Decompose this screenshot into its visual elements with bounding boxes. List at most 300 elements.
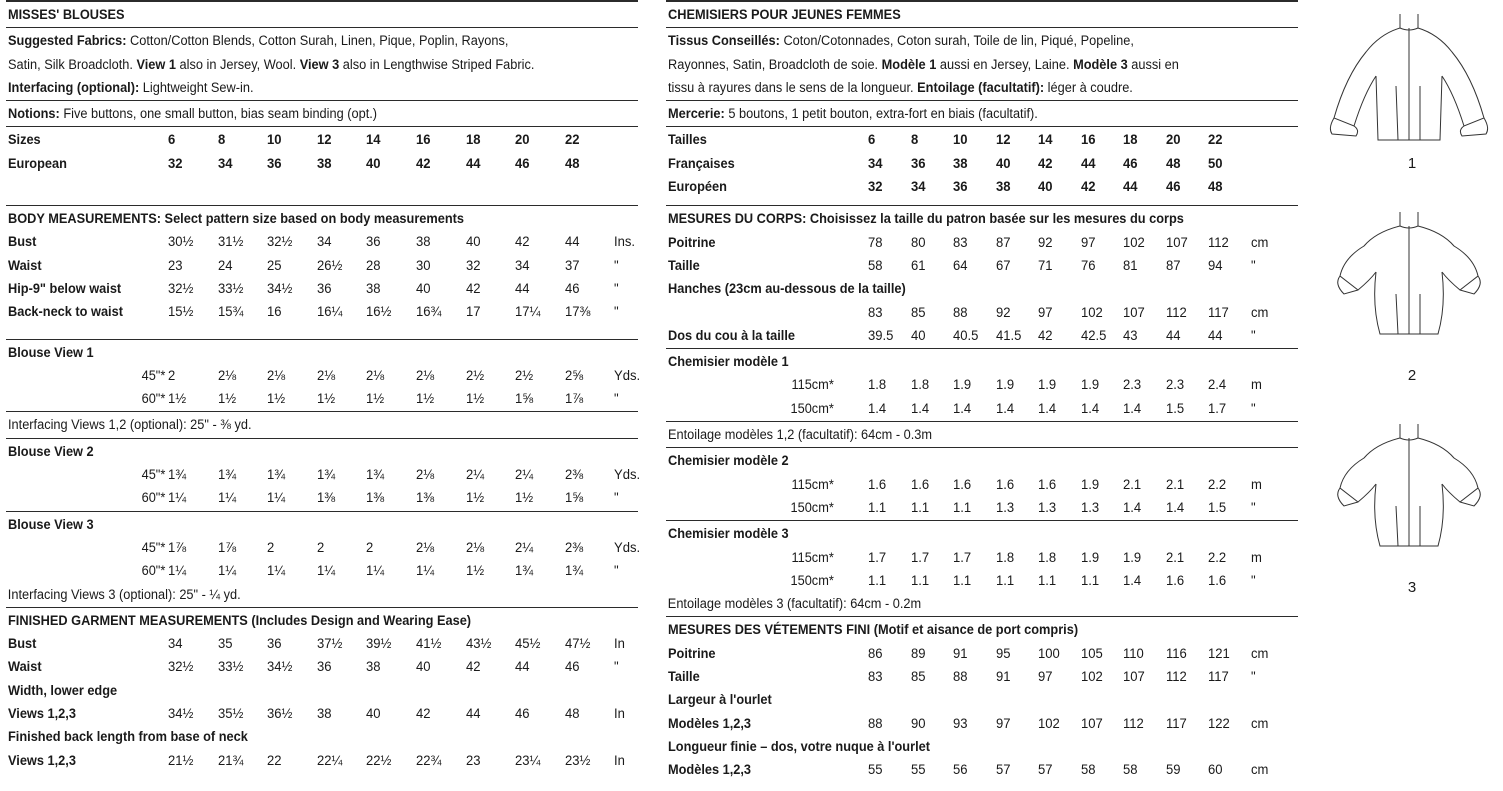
cell: 107 — [1123, 304, 1145, 321]
cell: 23 — [168, 257, 183, 274]
cell: 2¼ — [515, 539, 534, 556]
unit: " — [1250, 327, 1256, 344]
cell: 1¼ — [415, 563, 435, 580]
cell: 48 — [564, 155, 580, 172]
cell: 21¾ — [217, 752, 244, 769]
cell: 1½ — [515, 490, 534, 507]
unit: In — [614, 706, 626, 723]
cell: 97 — [1038, 304, 1053, 321]
cell: 112 — [1123, 715, 1144, 732]
cell: 16 — [415, 132, 431, 149]
row-label: Européen — [668, 179, 727, 196]
text-run: Modèle 3 — [1073, 56, 1128, 73]
body-measurements-section — [6, 205, 638, 338]
french-panel — [666, 0, 1298, 783]
unit: In — [614, 752, 626, 769]
cell: 1.7 — [910, 549, 929, 566]
cell: 1.6 — [953, 476, 972, 493]
cell: 1½ — [465, 391, 484, 408]
measure-row — [668, 547, 1296, 570]
cell: 50 — [1208, 155, 1223, 172]
cell: 112 — [1165, 304, 1187, 321]
cell: 116 — [1165, 645, 1187, 662]
cell: 46 — [515, 706, 530, 723]
cell: 1.6 — [995, 476, 1014, 493]
view-illustrations — [1320, 0, 1503, 791]
unit: " — [1250, 669, 1256, 686]
cell: 37 — [564, 257, 580, 274]
row-label: 115cm* — [791, 476, 834, 493]
row-label: Tailles — [668, 132, 707, 149]
sizes-section — [6, 126, 638, 205]
text-run: Mercerie: — [668, 106, 729, 123]
finished-heading: MESURES DES VÉTEMENTS FINI (Motif et aisance de port compris) — [668, 622, 1079, 639]
cell: 1⅜ — [316, 490, 335, 507]
cell: 1.6 — [1038, 476, 1057, 493]
unit: " — [1250, 499, 1256, 516]
cell: 1.6 — [1165, 572, 1184, 589]
cell: 1.7 — [1208, 400, 1227, 417]
unit — [1251, 176, 1279, 199]
cell: 97 — [995, 715, 1011, 732]
cell: 16 — [267, 304, 282, 321]
measure-row — [8, 365, 641, 388]
cell: 36 — [953, 179, 968, 196]
cell: 93 — [953, 715, 968, 732]
cell: 1.8 — [868, 377, 887, 394]
cell: 42 — [465, 280, 481, 297]
cell: 71 — [1038, 257, 1053, 274]
cell: 2¼ — [465, 467, 484, 484]
cell: 85 — [910, 304, 926, 321]
cell: 1.7 — [868, 549, 887, 566]
cell: 12 — [995, 132, 1011, 149]
cell: 1¾ — [168, 467, 187, 484]
row-label: Hanches (23cm au-dessous de la taille) — [668, 281, 906, 298]
cell: 1.4 — [1038, 400, 1057, 417]
body-heading: MESURES DU CORPS: Choisissez la taille du patron basée sur les mesures du corps — [668, 211, 1184, 228]
notions-section — [666, 100, 1298, 126]
yardage-heading: Chemisier modèle 2 — [668, 453, 789, 470]
cell: 1½ — [217, 391, 236, 408]
row-label: Bust — [8, 636, 37, 653]
text-run: also in Lengthwise Striped Fabric. — [339, 56, 535, 73]
measure-row — [8, 680, 636, 703]
cell: 1.4 — [1165, 499, 1184, 516]
row-label: Bust — [8, 234, 37, 251]
cell: 78 — [868, 234, 883, 251]
text-run: View 3 — [299, 56, 340, 73]
unit: Yds. — [614, 539, 641, 556]
row-label: Waist — [8, 659, 42, 676]
cell: 1.8 — [995, 549, 1014, 566]
text-line — [668, 54, 1295, 77]
cell: 32 — [168, 155, 183, 172]
cell: 1.3 — [1038, 499, 1057, 516]
cell: 1½ — [465, 490, 484, 507]
cell: 1.1 — [953, 499, 972, 516]
cell: 10 — [953, 132, 968, 149]
measure-row — [668, 398, 1296, 421]
cell: 40 — [366, 155, 381, 172]
text-run: Entoilage (facultatif): — [917, 79, 1048, 96]
cell: 91 — [953, 645, 968, 662]
cell: 17⅜ — [564, 304, 591, 321]
text-line — [8, 54, 635, 77]
interfacing-3: Interfacing Views 3 (optional): 25" - ¼ yd. — [7, 586, 241, 603]
unit: In — [614, 636, 626, 653]
cell: 40.5 — [953, 327, 979, 344]
cell: 41½ — [415, 636, 442, 653]
cell: 8 — [910, 132, 918, 149]
cell: 85 — [910, 669, 926, 686]
cell: 32 — [465, 257, 481, 274]
cell: 1.1 — [995, 572, 1014, 589]
cell: 92 — [1038, 234, 1053, 251]
measure-row — [668, 374, 1296, 397]
cell: 46 — [1165, 179, 1181, 196]
row-label: 60"* — [141, 391, 166, 408]
cell: 38 — [316, 706, 332, 723]
title-section — [666, 0, 1298, 27]
notions-section — [6, 100, 638, 126]
cell: 33½ — [217, 280, 244, 297]
sizes-section — [666, 126, 1298, 205]
row-label: 150cm* — [790, 400, 834, 417]
measure-row — [8, 255, 636, 278]
interfacing-12 — [666, 421, 1298, 447]
cell: 1.6 — [910, 476, 929, 493]
text-run: Cotton/Cotton Blends, Cotton Surah, Linen, Pique, Poplin, Rayons, — [130, 33, 509, 50]
blouse-view-1-illustration — [1320, 6, 1500, 146]
cell: 97 — [1080, 234, 1096, 251]
cell: 23 — [465, 752, 481, 769]
cell: 26½ — [316, 257, 343, 274]
view-number-2: 2 — [1407, 367, 1417, 384]
row-label: Modèles 1,2,3 — [668, 715, 752, 732]
cell: 61 — [910, 257, 926, 274]
cell: 1.9 — [995, 377, 1014, 394]
cell: 112 — [1208, 234, 1229, 251]
row-label: Finished back length from base of neck — [8, 729, 248, 746]
cell: 2⅝ — [564, 367, 583, 384]
cell: 2⅛ — [415, 539, 435, 556]
interfacing-text: Entoilage modèles 1,2 (facultatif): 64cm - 0.3m — [668, 427, 933, 444]
cell: 38 — [316, 155, 332, 172]
yardage-heading: Chemisier modèle 1 — [668, 354, 789, 371]
measure-row — [8, 464, 641, 487]
cell: 34 — [910, 179, 926, 196]
cell: 83 — [868, 304, 883, 321]
cell: 14 — [1038, 132, 1053, 149]
cell: 40 — [1038, 179, 1053, 196]
cell: 28 — [366, 257, 381, 274]
cell: 44 — [1165, 327, 1181, 344]
cell: 90 — [910, 715, 926, 732]
interfacing-3: Entoilage modèles 3 (facultatif): 64cm - 0.2m — [667, 596, 922, 613]
measure-row — [668, 232, 1296, 255]
text-line — [668, 103, 1295, 126]
cell: 1.6 — [868, 476, 887, 493]
cell: 1.9 — [1123, 549, 1142, 566]
cell: 1.8 — [1038, 549, 1057, 566]
row-label: European — [8, 155, 67, 172]
cell: 1¾ — [564, 563, 583, 580]
body-heading: BODY MEASUREMENTS: Select pattern size based on body measurements — [8, 211, 465, 228]
cell: 102 — [1123, 234, 1145, 251]
cell: 46 — [1123, 155, 1138, 172]
measure-row — [8, 750, 636, 773]
measure-row — [8, 633, 636, 656]
cell: 107 — [1165, 234, 1188, 251]
cell: 6 — [168, 132, 176, 149]
text-run: Lightweight Sew-in. — [142, 79, 254, 96]
text-line — [8, 77, 635, 100]
row-label: Views 1,2,3 — [8, 706, 76, 723]
measure-row — [668, 643, 1296, 666]
cell: 1½ — [465, 563, 484, 580]
cell: 122 — [1208, 715, 1230, 732]
view-number-3: 3 — [1407, 579, 1417, 596]
cell: 2 — [267, 539, 275, 556]
text-run: Modèle 1 — [881, 56, 937, 73]
cell: 87 — [1165, 257, 1181, 274]
cell: 1.3 — [995, 499, 1014, 516]
cell: 1.9 — [1080, 476, 1099, 493]
cell: 1¼ — [267, 563, 286, 580]
cell: 16½ — [366, 304, 392, 321]
cell: 1.1 — [910, 499, 929, 516]
unit: m — [1250, 377, 1262, 394]
cell: 42 — [1038, 155, 1053, 172]
text-run: Notions: — [8, 106, 64, 123]
text-line — [8, 30, 635, 53]
measure-row — [8, 301, 636, 324]
fabrics-section — [666, 27, 1298, 100]
row-label: 115cm* — [791, 549, 834, 566]
cell: 1¼ — [267, 490, 286, 507]
cell: 20 — [1165, 132, 1181, 149]
cell: 102 — [1038, 715, 1060, 732]
cell: 2⅛ — [415, 467, 435, 484]
cell: 42.5 — [1080, 327, 1106, 344]
cell: 34 — [168, 636, 183, 653]
measure-row — [668, 689, 1296, 712]
row-label: 45"* — [141, 467, 166, 484]
cell: 102 — [1080, 669, 1103, 686]
cell: 17 — [465, 304, 481, 321]
cell: 89 — [910, 645, 926, 662]
interfacing-12 — [6, 411, 638, 437]
cell: 48 — [1165, 155, 1181, 172]
title-section — [6, 0, 638, 27]
measure-row — [668, 570, 1296, 593]
cell: 64 — [953, 257, 968, 274]
cell: 38 — [366, 659, 381, 676]
measure-row — [8, 388, 636, 411]
unit: " — [614, 304, 619, 321]
cell: 2½ — [515, 367, 534, 384]
cell: 36½ — [267, 706, 293, 723]
cell: 1¾ — [316, 467, 335, 484]
row-label: 45"* — [141, 539, 166, 556]
row-label: Largeur à l'ourlet — [668, 692, 772, 709]
cell: 1.4 — [910, 400, 929, 417]
cell: 34 — [217, 155, 233, 172]
cell: 117 — [1208, 669, 1229, 686]
cell: 42 — [415, 706, 431, 723]
unit: cm — [1250, 762, 1268, 779]
cell: 41.5 — [995, 327, 1021, 344]
cell: 43 — [1123, 327, 1138, 344]
cell: 1⅞ — [564, 391, 583, 408]
row-label: Hip-9" below waist — [8, 280, 122, 297]
cell: 32 — [868, 179, 883, 196]
text-run: View 1 — [136, 56, 176, 73]
cell: 34 — [868, 155, 883, 172]
cell: 1¼ — [366, 563, 385, 580]
measure-row — [668, 713, 1296, 736]
cell: 16 — [1080, 132, 1096, 149]
cell: 1¾ — [217, 467, 236, 484]
text-run: Rayonnes, Satin, Broadcloth de soie. — [668, 56, 882, 73]
row-label: Sizes — [8, 132, 41, 149]
text-line — [8, 103, 635, 126]
cell: 35½ — [217, 706, 244, 723]
cell: 1.9 — [1038, 377, 1057, 394]
cell: 2.2 — [1208, 549, 1227, 566]
unit: m — [1250, 549, 1262, 566]
cell: 83 — [868, 669, 883, 686]
cell: 23¼ — [515, 752, 541, 769]
cell: 76 — [1080, 257, 1096, 274]
cell: 10 — [267, 132, 282, 149]
unit: " — [1250, 257, 1256, 274]
cell: 45½ — [515, 636, 541, 653]
section-title: CHEMISIERS POUR JEUNES FEMMES — [668, 7, 901, 23]
measure-row — [668, 759, 1296, 782]
measure-row — [668, 278, 1296, 301]
measure-row — [8, 656, 636, 679]
cell: 36 — [316, 659, 332, 676]
cell: 107 — [1080, 715, 1103, 732]
cell: 1.4 — [995, 400, 1014, 417]
row-label: Françaises — [668, 155, 735, 172]
cell: 30½ — [168, 234, 194, 251]
cell: 36 — [267, 636, 282, 653]
unit — [1251, 153, 1279, 176]
cell: 33½ — [217, 659, 244, 676]
yardage-view1 — [666, 348, 1298, 421]
cell: 16¾ — [415, 304, 442, 321]
measure-row — [668, 153, 1296, 176]
blouse-view-3-illustration — [1320, 418, 1500, 558]
cell: 39.5 — [868, 327, 894, 344]
cell: 59 — [1165, 762, 1181, 779]
cell: 2.3 — [1123, 377, 1142, 394]
cell: 67 — [995, 257, 1011, 274]
cell: 44 — [515, 659, 530, 676]
cell: 35 — [217, 636, 233, 653]
cell: 1¾ — [267, 467, 286, 484]
cell: 37½ — [316, 636, 343, 653]
cell: 117 — [1208, 304, 1229, 321]
cell: 1.1 — [868, 572, 887, 589]
measure-row — [668, 302, 1296, 325]
cell: 44 — [1080, 155, 1096, 172]
cell: 1.4 — [1080, 400, 1099, 417]
cell: 38 — [953, 155, 968, 172]
cell: 34 — [515, 257, 530, 274]
finished-heading: FINISHED GARMENT MEASUREMENTS (Includes Design and Wearing Ease) — [8, 612, 472, 629]
measure-row — [8, 278, 636, 301]
cell: 18 — [1123, 132, 1138, 149]
cell: 44 — [564, 234, 580, 251]
cell: 56 — [953, 762, 968, 779]
unit: " — [614, 257, 619, 274]
cell: 1½ — [168, 391, 187, 408]
text-run: Tissus Conseillés: — [668, 33, 784, 50]
finished-measurements-section — [666, 616, 1298, 782]
row-label: 115cm* — [791, 377, 834, 394]
cell: 2 — [168, 367, 176, 384]
cell: 1.9 — [1080, 549, 1099, 566]
cell: 97 — [1038, 669, 1053, 686]
cell: 57 — [995, 762, 1011, 779]
cell: 55 — [868, 762, 883, 779]
cell: 44 — [515, 280, 530, 297]
cell: 91 — [995, 669, 1011, 686]
row-label: Taille — [668, 669, 700, 686]
unit: cm — [1250, 715, 1268, 732]
text-run: Interfacing (optional): — [8, 79, 143, 96]
cell: 1⅜ — [415, 490, 435, 507]
cell: 1.5 — [1208, 499, 1227, 516]
cell: 1.4 — [1123, 572, 1142, 589]
cell: 15½ — [168, 304, 194, 321]
text-run: Five buttons, one small button, bias seam binding (opt.) — [63, 106, 378, 123]
measure-row — [8, 726, 636, 749]
cell: 88 — [953, 304, 968, 321]
cell: 88 — [868, 715, 883, 732]
measure-row — [8, 537, 641, 560]
unit: " — [614, 280, 619, 297]
cell: 1.1 — [910, 572, 929, 589]
cell: 14 — [366, 132, 381, 149]
cell: 83 — [953, 234, 968, 251]
unit: " — [1250, 572, 1256, 589]
cell: 46 — [564, 280, 580, 297]
cell: 1½ — [316, 391, 335, 408]
cell: 112 — [1165, 669, 1187, 686]
cell: 12 — [316, 132, 332, 149]
cell: 100 — [1038, 645, 1060, 662]
row-label: Dos du cou à la taille — [668, 327, 796, 344]
cell: 6 — [868, 132, 876, 149]
cell: 2 — [316, 539, 325, 556]
cell: 1¼ — [217, 490, 236, 507]
cell: 1.6 — [1208, 572, 1227, 589]
cell: 2⅛ — [316, 367, 335, 384]
cell: 21½ — [168, 752, 194, 769]
cell: 8 — [217, 132, 225, 149]
cell: 22 — [1208, 132, 1223, 149]
text-run: Satin, Silk Broadcloth. — [8, 56, 137, 73]
measure-row — [668, 325, 1296, 348]
unit: " — [1250, 400, 1256, 417]
cell: 32½ — [168, 659, 194, 676]
text-run: aussi en — [1127, 56, 1179, 73]
